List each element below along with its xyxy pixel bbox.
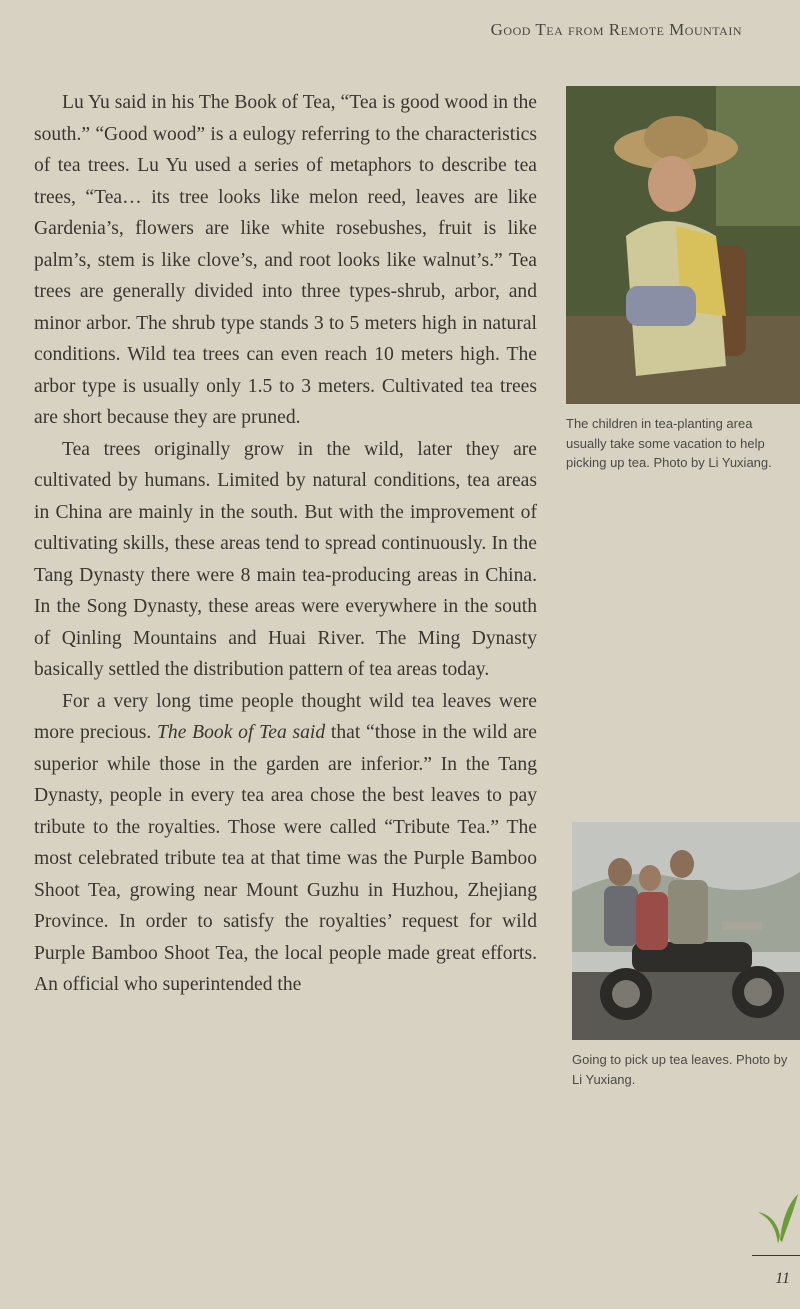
photo-child-tea-picker	[566, 86, 800, 404]
page-number: 11	[775, 1270, 790, 1287]
running-title: Good Tea from Remote Mountain	[490, 20, 742, 39]
book-title-italic: The Book of Tea said	[157, 722, 326, 743]
photo-motorcycle-illustration	[572, 822, 800, 1040]
paragraph-3-rest: that “those in the wild are superior while those in the garden are inferior.” In the Tang Dynasty, people in every tea area chose the best leaves to pay tribute to the royalties. Those were called “Tribute Tea.” The most celebrated tribute tea at that time was the Purple Bamboo Shoot Tea, growing near Mount Guzhu in Huzhou, Zhejiang Province. In order to satisfy the royalties’ request for wild Purple Bamboo Shoot Tea, the local people made great efforts. An official who superintended the	[34, 722, 537, 995]
paragraph-1: Lu Yu said in his The Book of Tea, “Tea is good wood in the south.” “Good wood” is a eulogy referring to the characteristics of tea trees. Lu Yu used a series of metaphors to describe tea trees, “Tea… its tree looks like melon reed, leaves are like Gardenia’s, flowers are like white rosebushes, fruit is like palm’s, stem is like clove’s, and root looks like walnut’s.” Tea trees are generally divided into three types-shrub, arbor, and minor arbor. The shrub type stands 3 to 5 meters high in natural conditions. Wild tea trees can even reach 10 meters high. The arbor type is usually only 1.5 to 3 meters. Cultivated tea trees are short because they are pruned.	[34, 92, 537, 428]
photo-caption-2: Going to pick up tea leaves. Photo by Li Yuxiang.	[572, 1052, 788, 1087]
paragraph-3	[34, 686, 537, 1001]
tea-sprout-icon	[752, 1190, 800, 1246]
photo-caption-1: The children in tea-planting area usually take some vacation to help picking up tea. Photo by Li Yuxiang.	[566, 416, 772, 470]
footer-rule	[752, 1255, 800, 1256]
main-text-column	[34, 87, 537, 1001]
photo-child-illustration	[566, 86, 800, 404]
paragraph-3-start: For a very long time people thought wild tea leaves were more precious.	[34, 690, 537, 743]
paragraph-2: Tea trees originally grow in the wild, later they are cultivated by humans. Limited by natural conditions, tea areas in China are mainly in the south. But with the improvement of cultivating skills, these areas tend to spread continuously. In the Tang Dynasty there were 8 main tea-producing areas in China. In the Song Dynasty, these areas were everywhere in the south of Qinling Mountains and Huai River. The Ming Dynasty basically settled the distribution pattern of tea areas today.	[34, 438, 537, 680]
photo-motorcycle-riders	[572, 822, 800, 1040]
